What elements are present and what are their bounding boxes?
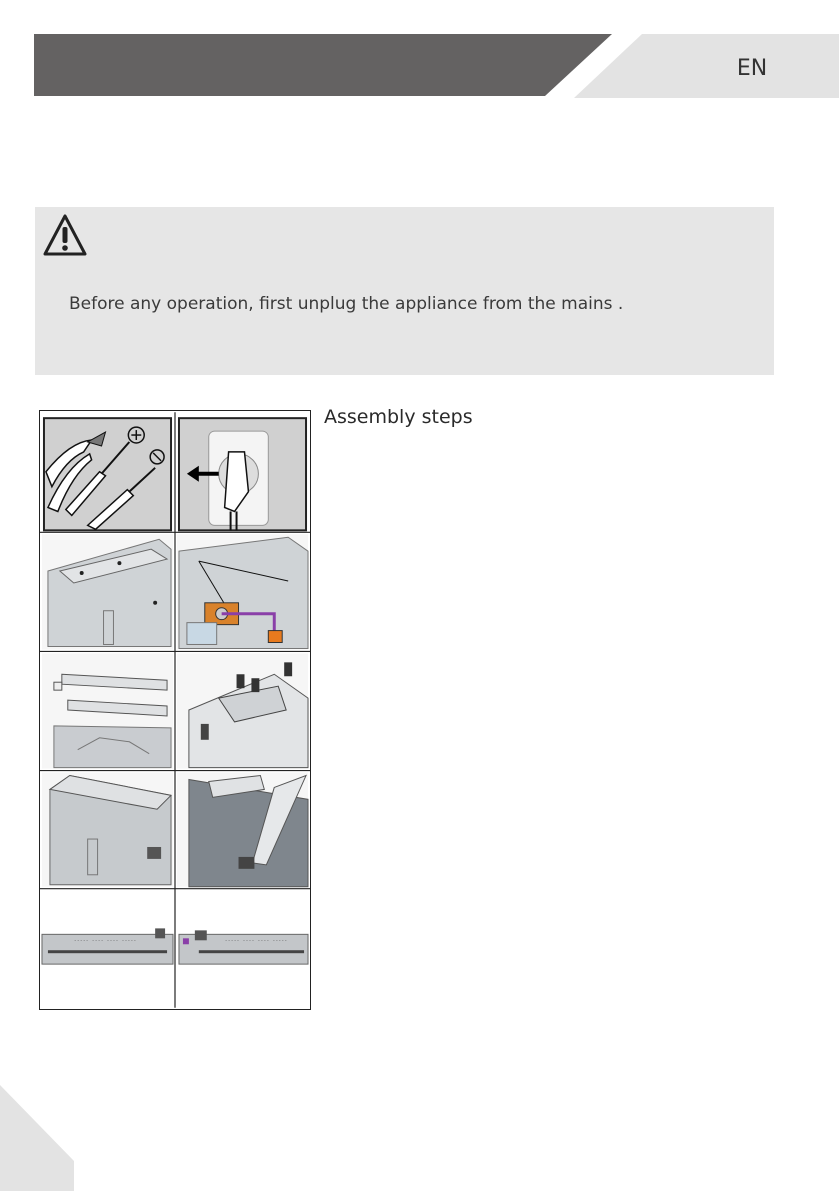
tools-image — [44, 418, 171, 530]
cabinet-top-hinge-image — [42, 773, 173, 887]
top-hinge-covers-image — [42, 534, 173, 649]
svg-text:----- ---- ---- -----: ----- ---- ---- ----- — [73, 937, 137, 944]
door-top-edge-left-image — [42, 891, 173, 1006]
svg-text:----- ---- ---- -----: ----- ---- ---- ----- — [224, 937, 288, 944]
language-label: EN — [736, 56, 768, 81]
assembly-image-grid — [39, 410, 311, 1010]
page-corner-tab — [0, 1085, 80, 1191]
warning-text: Before any operation, first unplug the appliance from the mains . — [69, 294, 624, 314]
hinge-brackets-image — [42, 653, 173, 768]
warning-triangle-icon — [40, 212, 90, 260]
hinge-mounting-screws-image — [177, 653, 308, 768]
door-top-edge-right-image — [177, 891, 308, 1006]
header-bar — [0, 0, 839, 110]
assembly-steps-title: Assembly steps — [324, 406, 473, 428]
hinge-screw-detail-image — [177, 534, 308, 649]
door-open-hinge-image — [177, 773, 308, 887]
unplug-image — [179, 418, 306, 530]
warning-box — [35, 207, 774, 375]
